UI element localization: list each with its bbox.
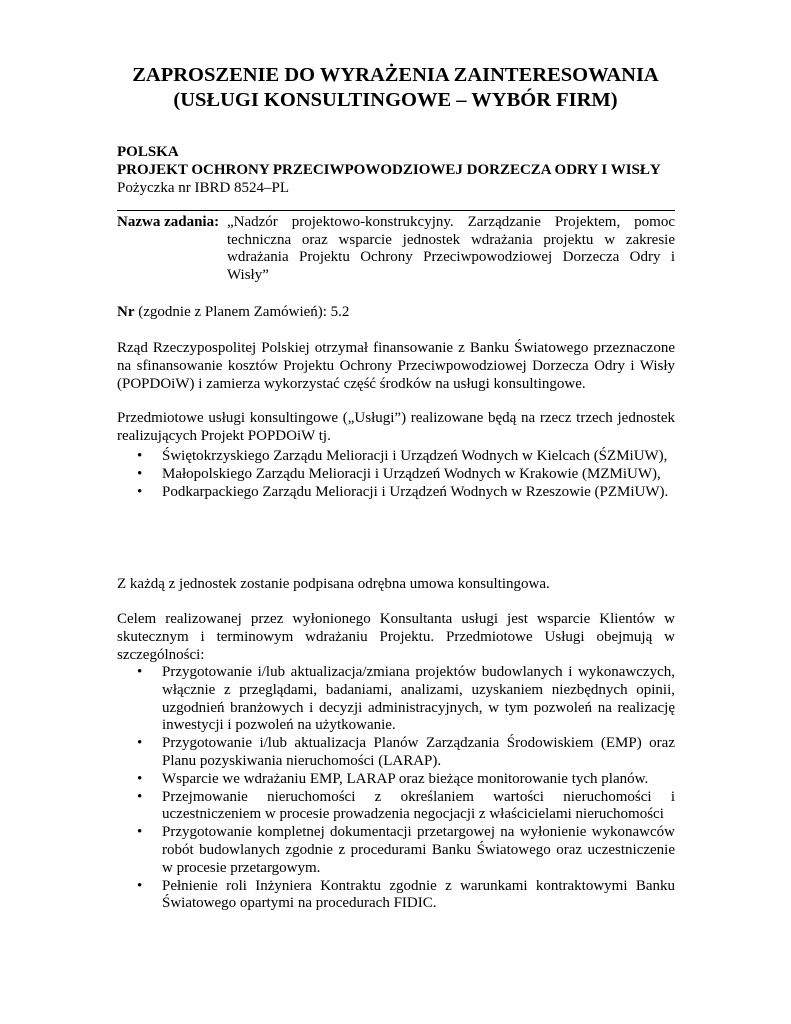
country-heading: POLSKA: [117, 144, 179, 160]
list-item: [117, 771, 675, 789]
task-value: „Nadzór projektowo-konstrukcyjny. Zarządzanie Projektem, pomoc techniczna oraz wsparcie jednostek wdrażania projektu w zakresie wdrażania Projektu Ochrony Przeciwpowodziowej Dorzecza Odry i Wisły”: [227, 214, 675, 283]
bullet-icon: •: [137, 664, 143, 680]
bullet-icon: •: [137, 735, 143, 752]
list-item: [117, 735, 675, 771]
paragraph-scope-intro: Celem realizowanej przez wyłonionego Konsultanta usługi jest wsparcie Klientów w skutecznym i terminowym wdrażaniu Projektu. Przedmiotowe Usługi obejmują w szczególności:: [117, 611, 675, 663]
title-line-1: ZAPROSZENIE DO WYRAŻENIA ZAINTERESOWANIA: [132, 64, 659, 86]
paragraph-services: Przedmiotowe usługi konsultingowe („Usługi”) realizowane będą na rzecz trzech jednostek realizujących Projekt POPDOiW tj.: [117, 410, 675, 444]
list-item-text: Przejmowanie nieruchomości z określaniem wartości nieruchomości i uczestniczeniem w procesie prowadzenia negocjacji z właścicielami nieruchomości: [162, 788, 675, 823]
list-item: [117, 664, 675, 735]
bullet-icon: •: [137, 770, 143, 787]
number-label: Nr: [117, 304, 135, 320]
loan-number: Pożyczka nr IBRD 8524–PL: [117, 180, 290, 196]
document-title: [80, 63, 711, 113]
project-heading: PROJEKT OCHRONY PRZECIWPOWODZIOWEJ DORZECZA ODRY I WISŁY: [117, 162, 661, 178]
list-item: [117, 789, 675, 825]
title-line-2: (USŁUGI KONSULTINGOWE – WYBÓR FIRM): [173, 89, 618, 111]
units-list: [117, 448, 675, 501]
task-label: Nazwa zadania:: [117, 214, 220, 230]
list-item: [117, 878, 675, 914]
scope-list: [117, 664, 675, 913]
list-item: [117, 466, 675, 484]
bullet-icon: •: [137, 448, 143, 464]
list-item: [117, 448, 675, 466]
bullet-icon: •: [137, 465, 143, 482]
section-divider: [117, 210, 675, 211]
bullet-icon: •: [137, 877, 143, 894]
list-item: [117, 484, 675, 502]
list-item-text: Pełnienie roli Inżyniera Kontraktu zgodnie z warunkami kontraktowymi Banku Światowego opartymi na procedurach FIDIC.: [162, 877, 675, 912]
list-item-text: Przygotowanie kompletnej dokumentacji przetargowej na wyłonienie wykonawców robót budowlanych zgodnie z procedurami Banku Światowego oraz uczestniczenie w procesie przetargowym.: [162, 824, 675, 876]
paragraph-financing: Rząd Rzeczypospolitej Polskiej otrzymał finansowanie z Banku Światowego przeznaczone na sfinansowanie kosztów Projektu Ochrony Przeciwpowodziowej Dorzecza Odry i Wisły (POPDOiW) i zamierza wykorzystać część środków na usługi konsultingowe.: [117, 340, 675, 392]
number-text: (zgodnie z Planem Zamówień): 5.2: [134, 304, 350, 320]
list-item-text: Podkarpackiego Zarządu Melioracji i Urządzeń Wodnych w Rzeszowie (PZMiUW).: [162, 483, 669, 500]
bullet-icon: •: [137, 824, 143, 841]
list-item-text: Świętokrzyskiego Zarządu Melioracji i Urządzeń Wodnych w Kielcach (ŚZMiUW),: [162, 448, 668, 464]
list-item-text: Małopolskiego Zarządu Melioracji i Urządzeń Wodnych w Krakowie (MZMiUW),: [162, 465, 661, 482]
paragraph-contracts: Z każdą z jednostek zostanie podpisana odrębna umowa konsultingowa.: [117, 576, 550, 592]
list-item-text: Przygotowanie i/lub aktualizacja Planów Zarządzania Środowiskiem (EMP) oraz Planu pozyskiwania nieruchomości (LARAP).: [162, 735, 675, 769]
list-item: [117, 824, 675, 877]
task-name-block: [117, 214, 675, 284]
bullet-icon: •: [137, 788, 143, 805]
list-item-text: Wsparcie we wdrażaniu EMP, LARAP oraz bieżące monitorowanie tych planów.: [162, 770, 649, 787]
list-item-text: Przygotowanie i/lub aktualizacja/zmiana projektów budowlanych i wykonawczych, włącznie z przeglądami, badaniami, analizami, uzyskaniem niezbędnych opinii, uzgodnień branżowych i decyzji administracyjnych, w tym pozwoleń na realizację inwestycji i pozwoleń na użytkowanie.: [162, 664, 675, 734]
procurement-number: [117, 304, 675, 322]
bullet-icon: •: [137, 483, 143, 500]
